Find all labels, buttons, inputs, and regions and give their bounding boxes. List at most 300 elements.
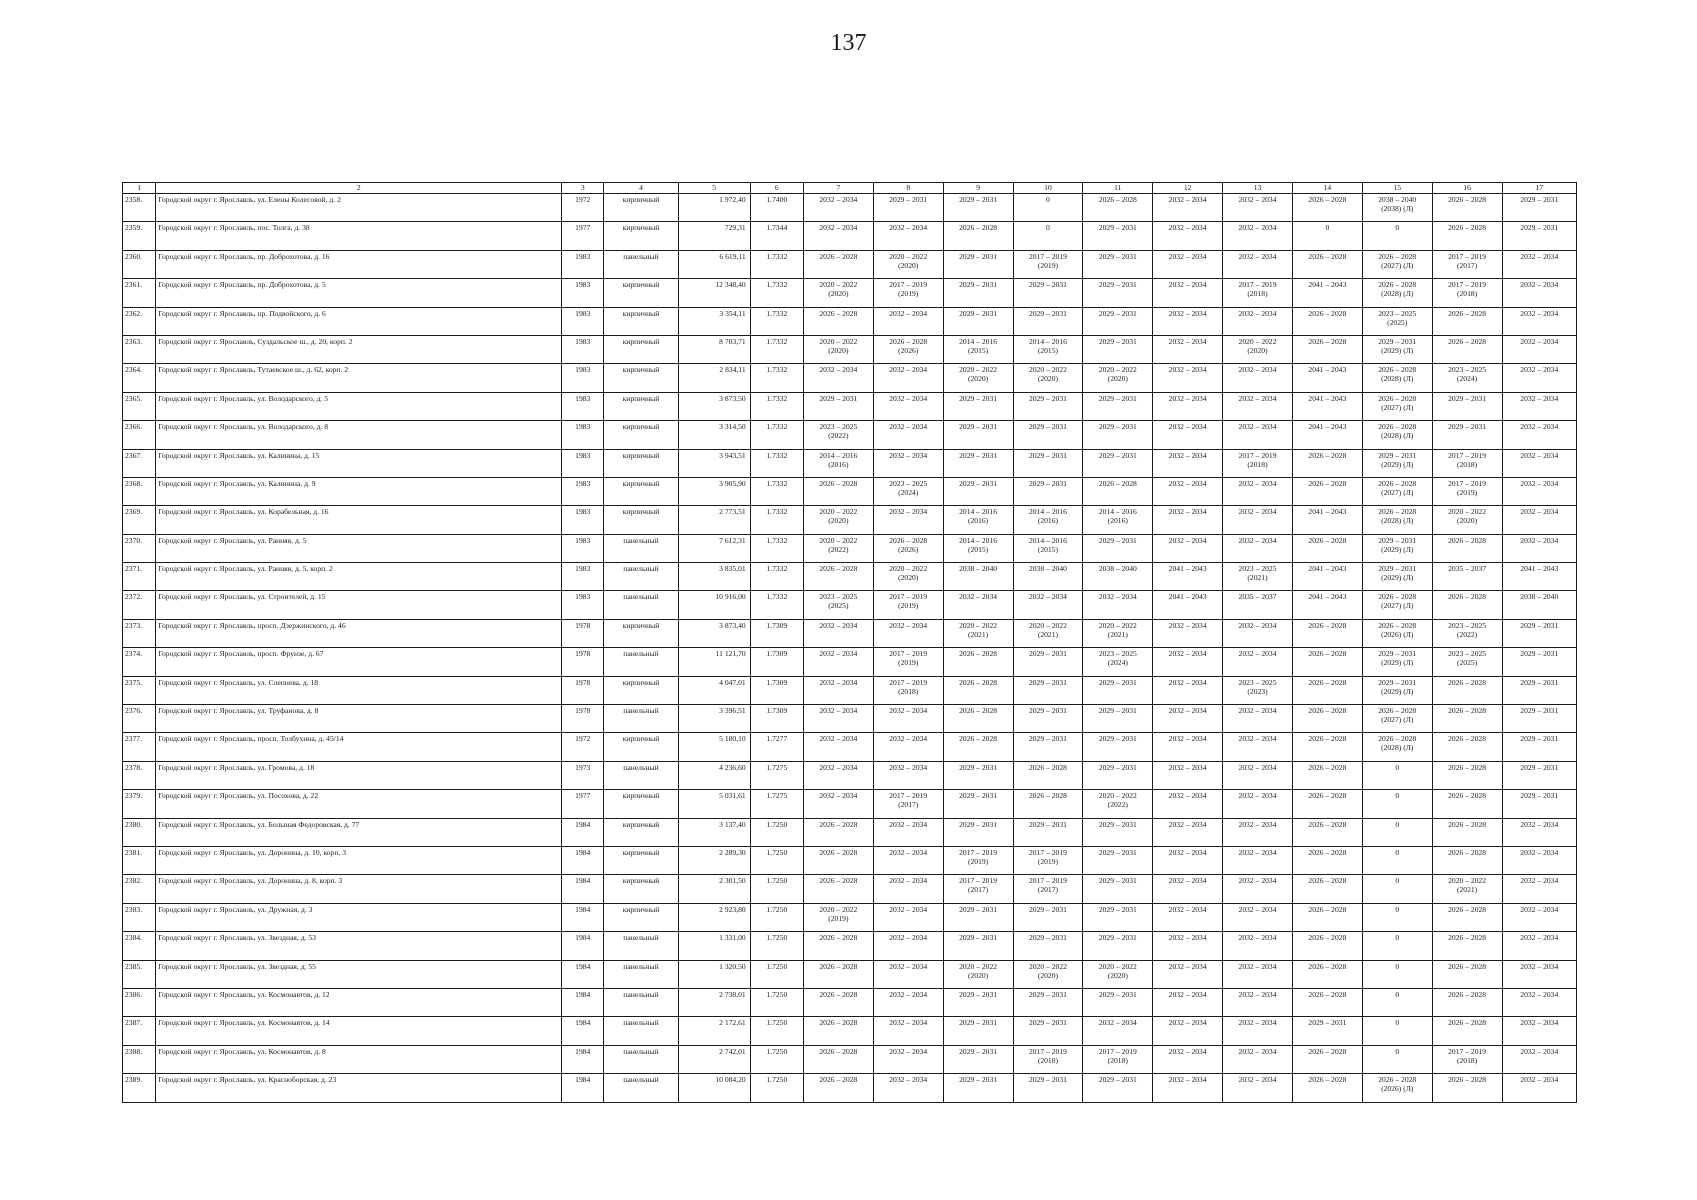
table-row — [123, 1017, 1577, 1045]
table-cell-col-2: Городской округ г. Ярославль, ул. Звездная, д. 53 — [156, 932, 562, 960]
cell-actual-year: (2027) (Л) — [1381, 260, 1414, 270]
table-cell-col-13: 2032 – 2034 — [1223, 194, 1293, 222]
table-cell-col-11 — [1083, 364, 1153, 392]
table-cell-col-10 — [1013, 364, 1083, 392]
table-cell-col-13: 2032 – 2034 — [1223, 818, 1293, 846]
cell-period: 2020 – 2022 — [1028, 365, 1067, 375]
cell-actual-year: (2021) — [1456, 885, 1478, 895]
table-cell-col-3: 1984 — [562, 1017, 604, 1045]
table-row — [123, 1045, 1577, 1073]
table-cell-col-9 — [943, 619, 1013, 647]
table-cell-col-6: 1.7332 — [750, 591, 803, 619]
table-cell-col-13: 2032 – 2034 — [1223, 250, 1293, 278]
table-cell-col-16: 2026 – 2028 — [1432, 335, 1502, 363]
table-cell-col-16 — [1432, 875, 1502, 903]
table-cell-col-2: Городской округ г. Ярославль, ул. Слепнева, д. 18 — [156, 676, 562, 704]
table-cell-col-14: 2026 – 2028 — [1292, 1074, 1362, 1102]
table-cell-col-2: Городской округ г. Ярославль, ул. Калинина, д. 15 — [156, 449, 562, 477]
table-cell-col-14: 2026 – 2028 — [1292, 790, 1362, 818]
table-cell-col-5: 2 301,50 — [678, 875, 750, 903]
table-cell-col-2: Городской округ г. Ярославль, пр. Подвойского, д. 6 — [156, 307, 562, 335]
table-cell-col-8: 2032 – 2034 — [873, 1074, 943, 1102]
table-cell-col-7: 2026 – 2028 — [803, 932, 873, 960]
table-cell-col-17: 2029 – 2031 — [1502, 194, 1576, 222]
cell-actual-year: (2019) — [1037, 856, 1059, 866]
table-cell-col-9: 2029 – 2031 — [943, 903, 1013, 931]
table-row — [123, 761, 1577, 789]
table-row — [123, 279, 1577, 307]
column-header-11: 11 — [1083, 183, 1153, 194]
table-cell-col-13: 2032 – 2034 — [1223, 733, 1293, 761]
cell-actual-year: (2028) (Л) — [1381, 431, 1414, 441]
table-cell-col-11: 2029 – 2031 — [1083, 307, 1153, 335]
table-cell-col-12: 2032 – 2034 — [1153, 818, 1223, 846]
table-cell-col-1: 2374. — [123, 648, 156, 676]
cell-period: 2023 – 2025 — [1238, 564, 1277, 574]
table-cell-col-11: 2029 – 2031 — [1083, 392, 1153, 420]
table-cell-col-14: 2029 – 2031 — [1292, 1017, 1362, 1045]
cell-actual-year: (2028) (Л) — [1381, 374, 1414, 384]
table-cell-col-2: Городской округ г. Ярославль, просп. Толбухина, д. 45/14 — [156, 733, 562, 761]
table-row — [123, 364, 1577, 392]
table-cell-col-15: 0 — [1362, 875, 1432, 903]
table-cell-col-14: 2041 – 2043 — [1292, 506, 1362, 534]
cell-period: 2017 – 2019 — [1448, 450, 1487, 460]
table-cell-col-12: 2032 – 2034 — [1153, 846, 1223, 874]
table-cell-col-16: 2026 – 2028 — [1432, 988, 1502, 1016]
table-cell-col-7 — [803, 335, 873, 363]
table-cell-col-5: 2 742,01 — [678, 1045, 750, 1073]
table-cell-col-17: 2032 – 2034 — [1502, 1045, 1576, 1073]
table-cell-col-7 — [803, 903, 873, 931]
cell-actual-year: (2019) — [1037, 260, 1059, 270]
table-cell-col-16: 2026 – 2028 — [1432, 1017, 1502, 1045]
table-cell-col-14: 2026 – 2028 — [1292, 932, 1362, 960]
table-cell-col-14: 2026 – 2028 — [1292, 705, 1362, 733]
cell-actual-year: (2018) — [1037, 1055, 1059, 1065]
table-cell-col-2: Городской округ г. Ярославль, ул. Калинина, д. 9 — [156, 477, 562, 505]
table-cell-col-11 — [1083, 619, 1153, 647]
table-cell-col-17: 2029 – 2031 — [1502, 676, 1576, 704]
table-cell-col-10: 0 — [1013, 194, 1083, 222]
table-row — [123, 988, 1577, 1016]
cell-actual-year: (2021) — [1107, 629, 1128, 639]
table-cell-col-12: 2032 – 2034 — [1153, 477, 1223, 505]
table-cell-col-16: 2026 – 2028 — [1432, 790, 1502, 818]
table-cell-col-5: 1 320,50 — [678, 960, 750, 988]
cell-actual-year: (2025) — [828, 601, 849, 611]
table-cell-col-1: 2372. — [123, 591, 156, 619]
table-cell-col-5: 3 943,51 — [678, 449, 750, 477]
column-header-17: 17 — [1502, 183, 1576, 194]
table-cell-col-1: 2370. — [123, 534, 156, 562]
table-cell-col-5: 2 923,80 — [678, 903, 750, 931]
cell-actual-year: (2020) — [1037, 374, 1059, 384]
table-cell-col-5: 2 172,61 — [678, 1017, 750, 1045]
cell-actual-year: (2017) — [898, 800, 919, 810]
column-header-9: 9 — [943, 183, 1013, 194]
table-cell-col-16: 2026 – 2028 — [1432, 932, 1502, 960]
table-cell-col-6: 1.7250 — [750, 846, 803, 874]
table-header — [123, 183, 1577, 194]
table-cell-col-10: 2029 – 2031 — [1013, 648, 1083, 676]
column-header-16: 16 — [1432, 183, 1502, 194]
table-cell-col-3: 1978 — [562, 705, 604, 733]
table-cell-col-16: 2026 – 2028 — [1432, 534, 1502, 562]
table-cell-col-13: 2032 – 2034 — [1223, 307, 1293, 335]
cell-actual-year: (2027) (Л) — [1381, 402, 1414, 412]
table-cell-col-8 — [873, 477, 943, 505]
table-cell-col-1: 2364. — [123, 364, 156, 392]
table-cell-col-17: 2032 – 2034 — [1502, 506, 1576, 534]
table-cell-col-1: 2377. — [123, 733, 156, 761]
table-cell-col-14: 2026 – 2028 — [1292, 1045, 1362, 1073]
cell-actual-year: (2020) — [898, 260, 919, 270]
table-cell-col-9: 2029 – 2031 — [943, 818, 1013, 846]
table-cell-col-3: 1984 — [562, 903, 604, 931]
table-cell-col-6: 1.7275 — [750, 790, 803, 818]
cell-period: 2020 – 2022 — [819, 336, 858, 346]
table-cell-col-13: 2032 – 2034 — [1223, 875, 1293, 903]
table-cell-col-16: 2026 – 2028 — [1432, 1074, 1502, 1102]
table-cell-col-4: кирпичный — [604, 279, 678, 307]
table-cell-col-6: 1.7250 — [750, 1045, 803, 1073]
cell-actual-year: (2026) (Л) — [1381, 1084, 1414, 1094]
table-cell-col-8: 2032 – 2034 — [873, 705, 943, 733]
cell-actual-year: (2015) — [1037, 345, 1059, 355]
table-cell-col-13: 2032 – 2034 — [1223, 1017, 1293, 1045]
table-cell-col-4: кирпичный — [604, 421, 678, 449]
table-cell-col-10: 2029 – 2031 — [1013, 733, 1083, 761]
cell-period: 2023 – 2025 — [819, 422, 858, 432]
table-cell-col-1: 2384. — [123, 932, 156, 960]
column-header-13: 13 — [1223, 183, 1293, 194]
table-cell-col-10 — [1013, 846, 1083, 874]
table-cell-col-11: 2029 – 2031 — [1083, 676, 1153, 704]
table-cell-col-9: 2029 – 2031 — [943, 932, 1013, 960]
table-cell-col-17: 2029 – 2031 — [1502, 733, 1576, 761]
table-cell-col-10: 2029 – 2031 — [1013, 392, 1083, 420]
table-cell-col-5: 3 396,51 — [678, 705, 750, 733]
table-cell-col-11: 2029 – 2031 — [1083, 846, 1153, 874]
table-cell-col-6: 1.7332 — [750, 364, 803, 392]
cell-period: 2017 – 2019 — [1448, 251, 1487, 261]
table-cell-col-1: 2361. — [123, 279, 156, 307]
cell-actual-year: (2022) — [828, 544, 849, 554]
table-cell-col-5: 3 873,40 — [678, 619, 750, 647]
table-cell-col-12: 2032 – 2034 — [1153, 392, 1223, 420]
cell-period: 2026 – 2028 — [1378, 592, 1417, 602]
table-cell-col-12: 2032 – 2034 — [1153, 903, 1223, 931]
table-cell-col-10 — [1013, 875, 1083, 903]
table-cell-col-13 — [1223, 335, 1293, 363]
table-cell-col-15 — [1362, 733, 1432, 761]
column-header-14: 14 — [1292, 183, 1362, 194]
table-cell-col-8: 2032 – 2034 — [873, 1045, 943, 1073]
table-cell-col-10 — [1013, 335, 1083, 363]
cell-actual-year: (2018) — [1107, 1055, 1128, 1065]
table-cell-col-13 — [1223, 449, 1293, 477]
table-cell-col-16: 2026 – 2028 — [1432, 960, 1502, 988]
table-cell-col-3: 1978 — [562, 676, 604, 704]
table-row — [123, 932, 1577, 960]
table-cell-col-9: 2029 – 2031 — [943, 761, 1013, 789]
table-cell-col-2: Городской округ г. Ярославль, просп. Фрунзе, д. 67 — [156, 648, 562, 676]
table-body — [123, 194, 1577, 1103]
cell-period: 2017 – 2019 — [889, 280, 928, 290]
cell-actual-year: (2015) — [967, 345, 989, 355]
table-cell-col-8: 2032 – 2034 — [873, 960, 943, 988]
table-cell-col-1: 2387. — [123, 1017, 156, 1045]
table-cell-col-10: 2029 – 2031 — [1013, 1074, 1083, 1102]
cell-period: 2020 – 2022 — [1098, 961, 1137, 971]
table-cell-col-7: 2026 – 2028 — [803, 1074, 873, 1102]
table-cell-col-12: 2032 – 2034 — [1153, 875, 1223, 903]
table-cell-col-4: кирпичный — [604, 846, 678, 874]
table-cell-col-13: 2032 – 2034 — [1223, 846, 1293, 874]
table-cell-col-7: 2032 – 2034 — [803, 676, 873, 704]
table-cell-col-2: Городской округ г. Ярославль, Суздальское ш., д. 20, корп. 2 — [156, 335, 562, 363]
table-cell-col-8: 2032 – 2034 — [873, 1017, 943, 1045]
table-cell-col-10 — [1013, 250, 1083, 278]
table-cell-col-12: 2032 – 2034 — [1153, 364, 1223, 392]
table-cell-col-3: 1984 — [562, 1074, 604, 1102]
table-cell-col-12: 2032 – 2034 — [1153, 1045, 1223, 1073]
table-cell-col-3: 1984 — [562, 818, 604, 846]
table-cell-col-4: кирпичный — [604, 506, 678, 534]
table-cell-col-11: 2029 – 2031 — [1083, 250, 1153, 278]
table-cell-col-16 — [1432, 477, 1502, 505]
table-cell-col-5: 3 314,50 — [678, 421, 750, 449]
cell-actual-year: (2017) — [1456, 260, 1478, 270]
table-row — [123, 477, 1577, 505]
cell-period: 2038 – 2040 — [1378, 195, 1417, 204]
table-cell-col-2: Городской округ г. Ярославль, ул. Доронина, д. 8, корп. 3 — [156, 875, 562, 903]
table-cell-col-1: 2385. — [123, 960, 156, 988]
table-row — [123, 705, 1577, 733]
table-cell-col-4: кирпичный — [604, 222, 678, 250]
table-cell-col-2: Городской округ г. Ярославль, ул. Громова, д. 18 — [156, 761, 562, 789]
table-cell-col-7: 2026 – 2028 — [803, 960, 873, 988]
table-cell-col-8: 2032 – 2034 — [873, 875, 943, 903]
table-cell-col-11: 2029 – 2031 — [1083, 988, 1153, 1016]
table-cell-col-11: 2029 – 2031 — [1083, 875, 1153, 903]
table-cell-col-1: 2376. — [123, 705, 156, 733]
table-cell-col-15: 0 — [1362, 988, 1432, 1016]
cell-period: 2017 – 2019 — [1098, 1046, 1137, 1056]
table-cell-col-12: 2032 – 2034 — [1153, 279, 1223, 307]
table-cell-col-17: 2032 – 2034 — [1502, 818, 1576, 846]
table-row — [123, 421, 1577, 449]
table-cell-col-5: 11 121,70 — [678, 648, 750, 676]
table-cell-col-11: 2029 – 2031 — [1083, 903, 1153, 931]
table-cell-col-3: 1983 — [562, 591, 604, 619]
table-cell-col-13: 2032 – 2034 — [1223, 761, 1293, 789]
table-cell-col-2: Городской округ г. Ярославль, ул. Строителей, д. 15 — [156, 591, 562, 619]
table-cell-col-8: 2032 – 2034 — [873, 818, 943, 846]
table-cell-col-13: 2032 – 2034 — [1223, 364, 1293, 392]
cell-actual-year: (2024) — [1456, 374, 1478, 384]
table-cell-col-12: 2032 – 2034 — [1153, 1017, 1223, 1045]
table-cell-col-2: Городской округ г. Ярославль, ул. Посохова, д. 22 — [156, 790, 562, 818]
table-row — [123, 733, 1577, 761]
table-cell-col-6: 1.7400 — [750, 194, 803, 222]
table-cell-col-17: 2032 – 2034 — [1502, 250, 1576, 278]
table-cell-col-15 — [1362, 1074, 1432, 1102]
table-cell-col-14: 2026 – 2028 — [1292, 619, 1362, 647]
cell-period: 2014 – 2016 — [1028, 507, 1067, 517]
table-cell-col-4: кирпичный — [604, 676, 678, 704]
table-row — [123, 790, 1577, 818]
table-cell-col-15: 0 — [1362, 818, 1432, 846]
table-cell-col-6: 1.7332 — [750, 534, 803, 562]
cell-period: 2020 – 2022 — [819, 535, 858, 545]
table-cell-col-11: 2029 – 2031 — [1083, 449, 1153, 477]
table-cell-col-14: 2026 – 2028 — [1292, 903, 1362, 931]
cell-actual-year: (2029) (Л) — [1381, 658, 1414, 668]
table-row — [123, 875, 1577, 903]
table-cell-col-4: кирпичный — [604, 477, 678, 505]
cell-actual-year: (2024) — [898, 487, 919, 497]
table-cell-col-14: 2026 – 2028 — [1292, 307, 1362, 335]
cell-period: 2020 – 2022 — [1098, 365, 1137, 375]
table-cell-col-8 — [873, 790, 943, 818]
table-cell-col-4: кирпичный — [604, 875, 678, 903]
table-cell-col-15 — [1362, 648, 1432, 676]
table-row — [123, 534, 1577, 562]
table-cell-col-6: 1.7332 — [750, 563, 803, 591]
cell-period: 2014 – 2016 — [959, 507, 998, 517]
cell-period: 2017 – 2019 — [889, 677, 928, 687]
table-cell-col-15 — [1362, 449, 1432, 477]
table-cell-col-3: 1984 — [562, 1045, 604, 1073]
table-cell-col-6: 1.7250 — [750, 818, 803, 846]
table-cell-col-9 — [943, 335, 1013, 363]
table-cell-col-7: 2026 – 2028 — [803, 988, 873, 1016]
table-cell-col-10: 2029 – 2031 — [1013, 932, 1083, 960]
table-cell-col-6: 1.7332 — [750, 506, 803, 534]
table-cell-col-12: 2041 – 2043 — [1153, 563, 1223, 591]
cell-actual-year: (2029) (Л) — [1381, 686, 1414, 696]
cell-actual-year: (2026) (Л) — [1381, 629, 1414, 639]
table-cell-col-13: 2032 – 2034 — [1223, 534, 1293, 562]
table-cell-col-9: 2029 – 2031 — [943, 1017, 1013, 1045]
table-cell-col-13: 2032 – 2034 — [1223, 392, 1293, 420]
cell-period: 2029 – 2031 — [1378, 535, 1417, 545]
table-cell-col-4: панельный — [604, 705, 678, 733]
table-cell-col-13: 2032 – 2034 — [1223, 648, 1293, 676]
table-cell-col-5: 3 137,40 — [678, 818, 750, 846]
table-cell-col-4: кирпичный — [604, 790, 678, 818]
table-cell-col-9 — [943, 875, 1013, 903]
table-row — [123, 250, 1577, 278]
cell-period: 2023 – 2025 — [819, 592, 858, 602]
table-cell-col-3: 1983 — [562, 534, 604, 562]
table-cell-col-1: 2367. — [123, 449, 156, 477]
table-cell-col-7 — [803, 421, 873, 449]
cell-period: 2020 – 2022 — [1028, 961, 1067, 971]
table-cell-col-16: 2026 – 2028 — [1432, 591, 1502, 619]
cell-period: 2023 – 2025 — [1238, 677, 1277, 687]
table-cell-col-16: 2035 – 2037 — [1432, 563, 1502, 591]
table-cell-col-16 — [1432, 449, 1502, 477]
table-cell-col-11: 2026 – 2028 — [1083, 477, 1153, 505]
table-cell-col-5: 6 619,11 — [678, 250, 750, 278]
table-cell-col-13: 2032 – 2034 — [1223, 222, 1293, 250]
table-cell-col-8 — [873, 534, 943, 562]
table-cell-col-4: панельный — [604, 761, 678, 789]
cell-period: 2020 – 2022 — [1098, 620, 1137, 630]
table-cell-col-15: 0 — [1362, 222, 1432, 250]
table-cell-col-4: панельный — [604, 591, 678, 619]
table-cell-col-5: 4 047,01 — [678, 676, 750, 704]
column-header-5: 5 — [678, 183, 750, 194]
table-cell-col-2: Городской округ г. Ярославль, ул. Космонавтов, д. 8 — [156, 1045, 562, 1073]
cell-period: 2026 – 2028 — [1378, 365, 1417, 375]
table-cell-col-1: 2378. — [123, 761, 156, 789]
table-cell-col-9 — [943, 534, 1013, 562]
table-cell-col-8 — [873, 250, 943, 278]
table-cell-col-17: 2032 – 2034 — [1502, 307, 1576, 335]
table-cell-col-15: 0 — [1362, 846, 1432, 874]
table-cell-col-16 — [1432, 1045, 1502, 1073]
table-cell-col-2: Городской округ г. Ярославль, ул. Звездная, д. 55 — [156, 960, 562, 988]
cell-actual-year: (2029) (Л) — [1381, 573, 1414, 583]
table-cell-col-15: 0 — [1362, 903, 1432, 931]
table-cell-col-15 — [1362, 364, 1432, 392]
cell-period: 2017 – 2019 — [1028, 251, 1067, 261]
table-cell-col-15: 0 — [1362, 761, 1432, 789]
table-cell-col-2: Городской округ г. Ярославль, пос. Толга, д. 38 — [156, 222, 562, 250]
column-header-4: 4 — [604, 183, 678, 194]
table-cell-col-15: 0 — [1362, 790, 1432, 818]
table-cell-col-8: 2032 – 2034 — [873, 846, 943, 874]
table-cell-col-15: 0 — [1362, 960, 1432, 988]
table-cell-col-4: кирпичный — [604, 307, 678, 335]
table-cell-col-15 — [1362, 250, 1432, 278]
table-cell-col-17: 2032 – 2034 — [1502, 875, 1576, 903]
table-cell-col-7: 2029 – 2031 — [803, 392, 873, 420]
table-cell-col-17: 2032 – 2034 — [1502, 903, 1576, 931]
table-cell-col-11: 2029 – 2031 — [1083, 1074, 1153, 1102]
cell-actual-year: (2018) — [1247, 459, 1268, 469]
table-cell-col-6: 1.7309 — [750, 619, 803, 647]
table-cell-col-11: 2029 – 2031 — [1083, 818, 1153, 846]
page-number: 137 — [830, 30, 867, 56]
table-cell-col-6: 1.7332 — [750, 250, 803, 278]
table-cell-col-2: Городской округ г. Ярославль, ул. Красноборская, д. 23 — [156, 1074, 562, 1102]
table-cell-col-4: кирпичный — [604, 449, 678, 477]
table-cell-col-14: 2026 – 2028 — [1292, 733, 1362, 761]
table-cell-col-15 — [1362, 335, 1432, 363]
table-row — [123, 591, 1577, 619]
table-cell-col-6: 1.7250 — [750, 960, 803, 988]
table-cell-col-13: 2032 – 2034 — [1223, 932, 1293, 960]
table-cell-col-15 — [1362, 534, 1432, 562]
table-cell-col-4: панельный — [604, 932, 678, 960]
table-cell-col-6: 1.7332 — [750, 279, 803, 307]
table-cell-col-6: 1.7332 — [750, 449, 803, 477]
table-cell-col-6: 1.7309 — [750, 676, 803, 704]
cell-actual-year: (2020) — [967, 374, 989, 384]
table-cell-col-15 — [1362, 307, 1432, 335]
cell-period: 2017 – 2019 — [1028, 1046, 1067, 1056]
table-cell-col-15 — [1362, 477, 1432, 505]
table-cell-col-1: 2369. — [123, 506, 156, 534]
cell-period: 2020 – 2022 — [819, 507, 858, 517]
cell-period: 2017 – 2019 — [1028, 847, 1067, 857]
table-row — [123, 676, 1577, 704]
